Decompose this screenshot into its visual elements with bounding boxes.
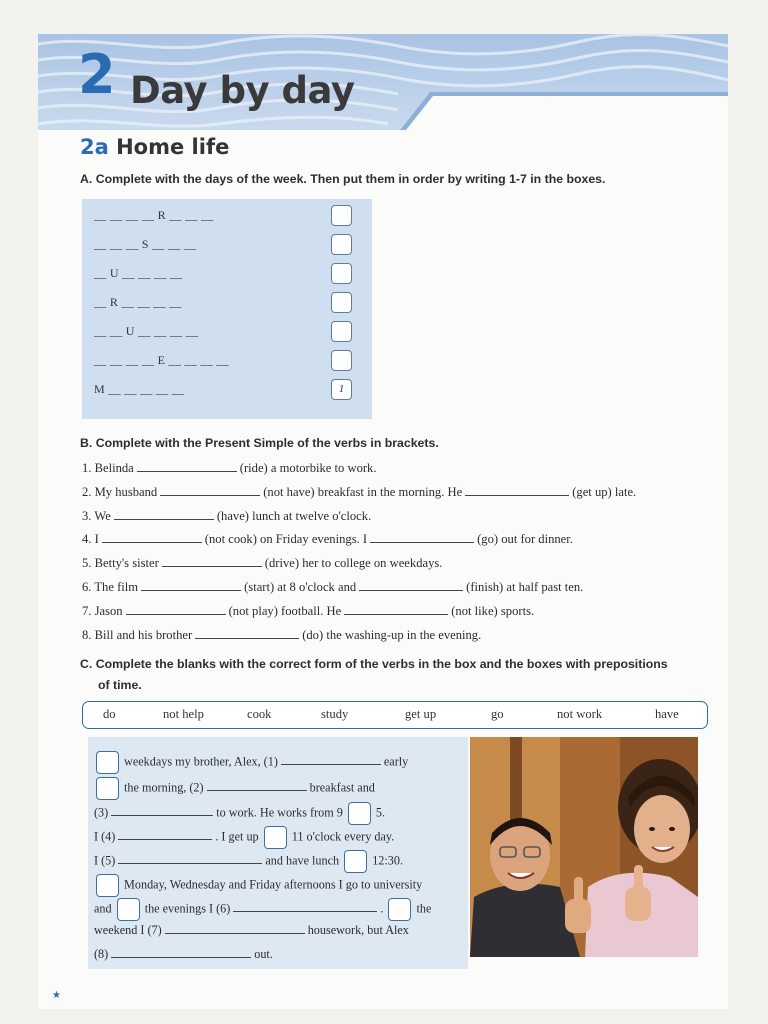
text-part: I (4) xyxy=(94,829,116,844)
preposition-box[interactable] xyxy=(96,751,119,774)
text-part: the morning, (2) xyxy=(124,780,204,795)
preposition-box[interactable] xyxy=(117,898,140,921)
answer-blank[interactable] xyxy=(114,509,214,520)
text-line xyxy=(94,874,422,897)
answer-blank[interactable] xyxy=(281,754,381,765)
preposition-box[interactable] xyxy=(344,850,367,873)
sentence-text: (drive) her to college on weekdays. xyxy=(264,556,443,570)
verb-word: not help xyxy=(163,707,204,721)
lesson-name: Home life xyxy=(116,135,230,159)
day-pattern: __ R __ __ __ __ xyxy=(94,295,182,309)
sentence-text: (go) out for dinner. xyxy=(477,532,573,546)
sentence-text: 1. Belinda xyxy=(82,461,134,475)
exercise-b-instruction: B. Complete with the Present Simple of the verbs in brackets. xyxy=(80,436,439,450)
text-part: weekend I (7) xyxy=(94,923,162,937)
sentence-text: (have) lunch at twelve o'clock. xyxy=(216,509,372,523)
answer-blank[interactable] xyxy=(141,580,241,591)
text-part: 12:30. xyxy=(372,853,404,868)
day-row xyxy=(82,233,372,257)
text-part: weekdays my brother, Alex, (1) xyxy=(124,754,278,769)
day-pattern: __ __ U __ __ __ __ xyxy=(94,324,199,338)
order-box[interactable] xyxy=(331,292,352,313)
answer-blank[interactable] xyxy=(137,461,237,472)
photo-two-people-thumbs-up xyxy=(470,737,698,957)
page-star-marker: ★ xyxy=(52,990,61,1001)
day-row xyxy=(82,320,372,344)
answer-blank[interactable] xyxy=(102,532,202,543)
text-line xyxy=(94,898,431,921)
text-part: 5. xyxy=(375,805,386,820)
day-pattern: __ U __ __ __ __ xyxy=(94,266,183,280)
sentence-text: (start) at 8 o'clock and xyxy=(244,580,357,594)
verb-word: go xyxy=(491,707,504,721)
answer-blank[interactable] xyxy=(126,604,226,615)
sentence-7 xyxy=(82,604,534,619)
text-line xyxy=(94,802,385,825)
answer-blank[interactable] xyxy=(233,901,377,912)
day-pattern: __ __ __ __ R __ __ __ xyxy=(94,208,214,222)
sentence-text: (ride) a motorbike to work. xyxy=(239,461,377,475)
text-part: the evenings I (6) xyxy=(144,901,231,916)
sentence-8 xyxy=(82,628,481,643)
text-line xyxy=(94,751,408,774)
text-part: (3) xyxy=(94,805,109,820)
gap-fill-text xyxy=(88,737,468,969)
day-row xyxy=(82,262,372,286)
answer-blank[interactable] xyxy=(118,853,262,864)
text-part: Monday, Wednesday and Friday afternoons I go to university xyxy=(124,877,423,892)
photo-illustration xyxy=(470,737,698,957)
answer-blank[interactable] xyxy=(195,628,299,639)
sentence-text: (do) the washing-up in the evening. xyxy=(302,628,482,642)
text-part: housework, but Alex xyxy=(307,923,409,937)
sentence-text: 5. Betty's sister xyxy=(82,556,159,570)
verb-word: cook xyxy=(247,707,272,721)
day-row xyxy=(82,378,372,402)
text-part: (8) xyxy=(94,947,109,961)
sentence-text: 6. The film xyxy=(82,580,139,594)
exercise-c-instruction-cont: of time. xyxy=(98,678,142,692)
sentence-4 xyxy=(82,532,573,547)
sentence-text: 2. My husband xyxy=(82,485,158,499)
text-line xyxy=(94,777,375,800)
text-part: 11 o'clock every day. xyxy=(291,829,395,844)
text-part: the xyxy=(416,901,432,916)
day-row xyxy=(82,349,372,373)
answer-blank[interactable] xyxy=(111,805,213,816)
day-pattern: __ __ __ __ E __ __ __ __ xyxy=(94,353,229,367)
preposition-box[interactable] xyxy=(388,898,411,921)
text-part: . I get up xyxy=(215,829,259,844)
sentence-3 xyxy=(82,509,371,524)
order-box[interactable] xyxy=(331,263,352,284)
verb-word-box xyxy=(82,701,708,729)
text-part: and have lunch xyxy=(265,853,340,868)
verb-word: do xyxy=(103,707,116,721)
sentence-6 xyxy=(82,580,583,595)
exercise-a-instruction: A. Complete with the days of the week. Then put them in order by writing 1-7 in the boxes. xyxy=(80,172,606,186)
text-part: breakfast and xyxy=(309,780,375,795)
sentence-text: (finish) at half past ten. xyxy=(466,580,584,594)
lesson-title xyxy=(80,137,229,158)
sentence-text: 7. Jason xyxy=(82,604,123,618)
answer-blank[interactable] xyxy=(118,829,212,840)
answer-blank[interactable] xyxy=(162,556,262,567)
verb-word: study xyxy=(321,707,349,721)
exercise-a-panel xyxy=(82,199,372,419)
text-part: I (5) xyxy=(94,853,116,868)
answer-blank[interactable] xyxy=(165,923,305,934)
order-box[interactable] xyxy=(331,321,352,342)
sentence-text: (not like) sports. xyxy=(451,604,535,618)
preposition-box[interactable] xyxy=(96,777,119,800)
sentence-text: 8. Bill and his brother xyxy=(82,628,193,642)
order-box[interactable] xyxy=(331,205,352,226)
sentence-1 xyxy=(82,461,377,476)
unit-number: 2 xyxy=(78,43,116,106)
text-part: and xyxy=(94,901,112,916)
day-pattern: __ __ __ S __ __ __ xyxy=(94,237,197,251)
text-line xyxy=(94,946,273,962)
text-part: out. xyxy=(254,947,273,961)
text-line xyxy=(94,922,409,938)
order-box[interactable] xyxy=(331,234,352,255)
preposition-box[interactable] xyxy=(348,802,371,825)
day-pattern: M __ __ __ __ __ xyxy=(94,382,185,396)
preposition-box[interactable] xyxy=(264,826,287,849)
order-box[interactable]: 1 xyxy=(331,379,352,400)
sentence-text: (not play) football. He xyxy=(228,604,342,618)
answer-blank[interactable] xyxy=(207,780,307,791)
unit-banner xyxy=(38,34,728,134)
text-line xyxy=(94,850,403,873)
day-row xyxy=(82,291,372,315)
text-part: early xyxy=(383,754,409,769)
workbook-page xyxy=(38,34,728,1009)
answer-blank[interactable] xyxy=(465,485,569,496)
sentence-text: 4. I xyxy=(82,532,99,546)
answer-blank[interactable] xyxy=(370,532,474,543)
lesson-number: 2a xyxy=(80,135,109,159)
verb-word: have xyxy=(655,707,679,721)
sentence-text: (get up) late. xyxy=(572,485,637,499)
text-part: to work. He works from 9 xyxy=(216,805,343,820)
sentence-5 xyxy=(82,556,442,571)
answer-blank[interactable] xyxy=(359,580,463,591)
order-box[interactable] xyxy=(331,350,352,371)
day-row xyxy=(82,204,372,228)
sentence-text: 3. We xyxy=(82,509,111,523)
verb-word: get up xyxy=(405,707,437,721)
text-part: . xyxy=(380,901,384,916)
sentence-text: (not cook) on Friday evenings. I xyxy=(204,532,368,546)
answer-blank[interactable] xyxy=(160,485,260,496)
text-line xyxy=(94,826,394,849)
unit-title: Day by day xyxy=(130,69,355,112)
sentence-text: (not have) breakfast in the morning. He xyxy=(263,485,463,499)
answer-blank[interactable] xyxy=(111,947,251,958)
sentence-2 xyxy=(82,485,636,500)
verb-word: not work xyxy=(557,707,603,721)
preposition-box[interactable] xyxy=(96,874,119,897)
exercise-c-instruction: C. Complete the blanks with the correct form of the verbs in the box and the boxes with prepositions xyxy=(80,657,668,671)
answer-blank[interactable] xyxy=(344,604,448,615)
